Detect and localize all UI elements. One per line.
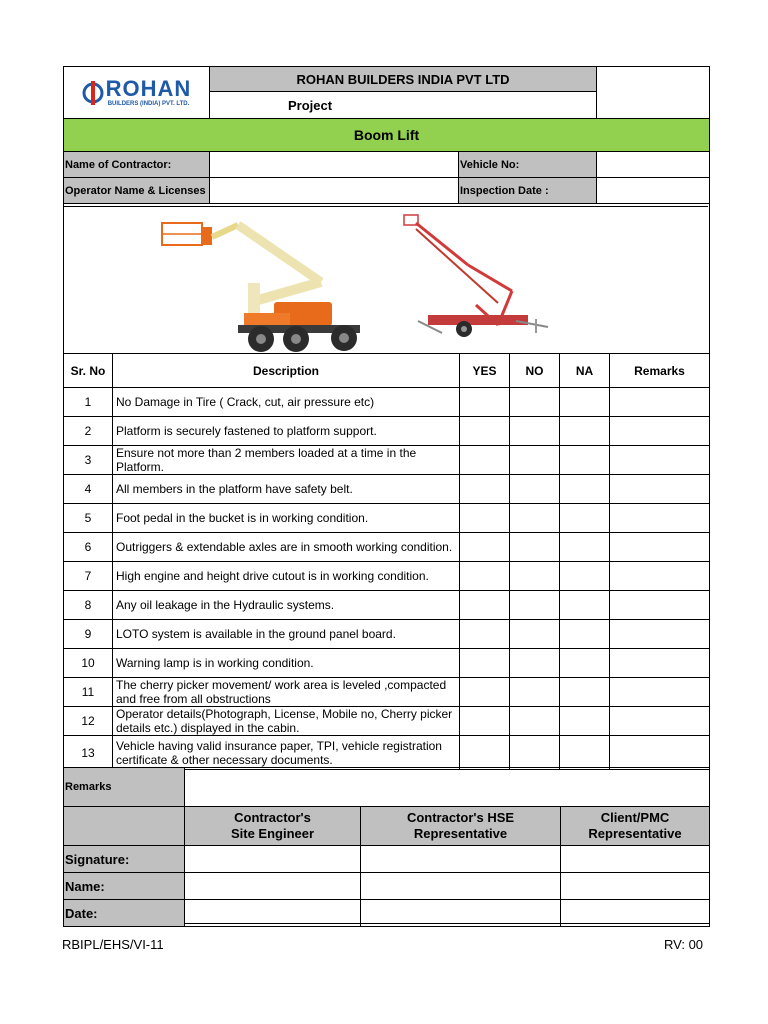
- row-remarks-cell[interactable]: [610, 504, 710, 533]
- row-sr-no: 8: [64, 591, 113, 620]
- row-description: Platform is securely fastened to platform support.: [113, 417, 460, 446]
- table-row: [64, 591, 710, 620]
- col-no: NO: [510, 354, 560, 388]
- date-field[interactable]: [361, 900, 561, 927]
- row-remarks-cell[interactable]: [610, 649, 710, 678]
- row-description: Warning lamp is in working condition.: [113, 649, 460, 678]
- date-label: Date:: [64, 900, 185, 927]
- col-yes: YES: [460, 354, 510, 388]
- table-row: [64, 504, 710, 533]
- remarks-label: Remarks: [64, 768, 185, 807]
- row-description: The cherry picker movement/ work area is leveled ,compacted and free from all obstructions: [113, 678, 460, 707]
- row-na-cell[interactable]: [560, 417, 610, 446]
- client-pmc-header: Client/PMC Representative: [561, 807, 710, 846]
- row-sr-no: 9: [64, 620, 113, 649]
- table-row: [64, 533, 710, 562]
- row-remarks-cell[interactable]: [610, 707, 710, 736]
- row-yes-cell[interactable]: [460, 417, 510, 446]
- row-no-cell[interactable]: [510, 620, 560, 649]
- row-na-cell[interactable]: [560, 475, 610, 504]
- row-description: No Damage in Tire ( Crack, cut, air pressure etc): [113, 388, 460, 417]
- row-no-cell[interactable]: [510, 388, 560, 417]
- row-yes-cell[interactable]: [460, 620, 510, 649]
- checklist-table: [63, 353, 710, 770]
- operator-label: Operator Name & Licenses: [63, 177, 210, 204]
- company-name: ROHAN BUILDERS INDIA PVT LTD: [209, 66, 597, 92]
- logo-subtext: BUILDERS (INDIA) PVT. LTD.: [107, 100, 190, 107]
- table-row: [64, 475, 710, 504]
- row-sr-no: 7: [64, 562, 113, 591]
- row-no-cell[interactable]: [510, 678, 560, 707]
- signature-field[interactable]: [361, 846, 561, 873]
- row-description: Any oil leakage in the Hydraulic systems.: [113, 591, 460, 620]
- trailer-boom-lift-image: [398, 209, 552, 347]
- row-no-cell[interactable]: [510, 533, 560, 562]
- name-label: Name:: [64, 873, 185, 900]
- name-field[interactable]: [361, 873, 561, 900]
- row-sr-no: 11: [64, 678, 113, 707]
- row-sr-no: 1: [64, 388, 113, 417]
- row-yes-cell[interactable]: [460, 446, 510, 475]
- row-na-cell[interactable]: [560, 504, 610, 533]
- row-yes-cell[interactable]: [460, 388, 510, 417]
- row-remarks-cell[interactable]: [610, 678, 710, 707]
- row-yes-cell[interactable]: [460, 475, 510, 504]
- col-na: NA: [560, 354, 610, 388]
- row-no-cell[interactable]: [510, 736, 560, 770]
- row-description: All members in the platform have safety belt.: [113, 475, 460, 504]
- vehicle-label: Vehicle No:: [458, 151, 597, 178]
- table-row: [64, 388, 710, 417]
- name-field[interactable]: [185, 873, 361, 900]
- row-sr-no: 2: [64, 417, 113, 446]
- table-row: [64, 736, 710, 770]
- row-na-cell[interactable]: [560, 678, 610, 707]
- row-yes-cell[interactable]: [460, 562, 510, 591]
- row-na-cell[interactable]: [560, 562, 610, 591]
- inspection-field[interactable]: [596, 177, 710, 204]
- document-code: RBIPL/EHS/VI-11: [62, 937, 164, 952]
- row-na-cell[interactable]: [560, 388, 610, 417]
- row-yes-cell[interactable]: [460, 504, 510, 533]
- table-row: [64, 562, 710, 591]
- row-no-cell[interactable]: [510, 591, 560, 620]
- row-no-cell[interactable]: [510, 562, 560, 591]
- row-remarks-cell[interactable]: [610, 446, 710, 475]
- row-no-cell[interactable]: [510, 446, 560, 475]
- row-yes-cell[interactable]: [460, 678, 510, 707]
- row-na-cell[interactable]: [560, 446, 610, 475]
- row-remarks-cell[interactable]: [610, 736, 710, 770]
- row-yes-cell[interactable]: [460, 533, 510, 562]
- row-description: Outriggers & extendable axles are in smooth working condition.: [113, 533, 460, 562]
- table-row: [64, 707, 710, 736]
- project-label: Project: [209, 91, 597, 119]
- row-yes-cell[interactable]: [460, 707, 510, 736]
- row-no-cell[interactable]: [510, 417, 560, 446]
- row-na-cell[interactable]: [560, 620, 610, 649]
- row-remarks-cell[interactable]: [610, 417, 710, 446]
- row-description: Vehicle having valid insurance paper, TPI, vehicle registration certificate & other necessary documents.: [113, 736, 460, 770]
- row-remarks-cell[interactable]: [610, 591, 710, 620]
- row-remarks-cell[interactable]: [610, 475, 710, 504]
- remarks-field[interactable]: [185, 768, 710, 807]
- operator-field[interactable]: [209, 177, 459, 204]
- hse-representative-header: Contractor's HSE Representative: [361, 807, 561, 846]
- logo-text: ROHAN: [105, 75, 192, 101]
- row-yes-cell[interactable]: [460, 649, 510, 678]
- row-remarks-cell[interactable]: [610, 388, 710, 417]
- row-sr-no: 6: [64, 533, 113, 562]
- row-description: High engine and height drive cutout is in working condition.: [113, 562, 460, 591]
- row-description: Ensure not more than 2 members loaded at a time in the Platform.: [113, 446, 460, 475]
- row-na-cell[interactable]: [560, 707, 610, 736]
- row-sr-no: 4: [64, 475, 113, 504]
- signoff-table: [63, 767, 710, 927]
- signature-field[interactable]: [185, 846, 361, 873]
- row-sr-no: 12: [64, 707, 113, 736]
- table-row: [64, 620, 710, 649]
- signoff-corner: [64, 807, 185, 846]
- table-row: [64, 649, 710, 678]
- table-row: [64, 446, 710, 475]
- row-sr-no: 10: [64, 649, 113, 678]
- date-field[interactable]: [561, 900, 710, 927]
- col-description: Description: [113, 354, 460, 388]
- col-sr-no: Sr. No: [64, 354, 113, 388]
- col-remarks: Remarks: [610, 354, 710, 388]
- row-yes-cell[interactable]: [460, 736, 510, 770]
- company-logo: [82, 75, 192, 108]
- row-sr-no: 5: [64, 504, 113, 533]
- top-right-blank-cell: [596, 66, 710, 119]
- row-description: LOTO system is available in the ground panel board.: [113, 620, 460, 649]
- row-no-cell[interactable]: [510, 707, 560, 736]
- row-no-cell[interactable]: [510, 475, 560, 504]
- contractor-field[interactable]: [209, 151, 459, 178]
- signature-label: Signature:: [64, 846, 185, 873]
- table-row: [64, 417, 710, 446]
- logo-cell: [63, 66, 210, 119]
- row-no-cell[interactable]: [510, 649, 560, 678]
- signature-field[interactable]: [561, 846, 710, 873]
- rohan-logo-icon: [82, 79, 104, 107]
- row-na-cell[interactable]: [560, 649, 610, 678]
- row-remarks-cell[interactable]: [610, 533, 710, 562]
- site-engineer-header: Contractor's Site Engineer: [185, 807, 361, 846]
- date-field[interactable]: [185, 900, 361, 927]
- row-remarks-cell[interactable]: [610, 562, 710, 591]
- row-no-cell[interactable]: [510, 504, 560, 533]
- name-field[interactable]: [561, 873, 710, 900]
- row-na-cell[interactable]: [560, 736, 610, 770]
- table-row: [64, 678, 710, 707]
- articulated-boom-lift-image: [156, 207, 364, 355]
- contractor-label: Name of Contractor:: [63, 151, 210, 178]
- row-sr-no: 13: [64, 736, 113, 770]
- revision-number: RV: 00: [664, 937, 704, 952]
- row-yes-cell[interactable]: [460, 591, 510, 620]
- row-na-cell[interactable]: [560, 591, 610, 620]
- form-title: Boom Lift: [63, 118, 710, 152]
- row-sr-no: 3: [64, 446, 113, 475]
- row-na-cell[interactable]: [560, 533, 610, 562]
- checklist-header-row: [64, 354, 710, 388]
- row-description: Foot pedal in the bucket is in working condition.: [113, 504, 460, 533]
- vehicle-field[interactable]: [596, 151, 710, 178]
- row-description: Operator details(Photograph, License, Mobile no, Cherry picker details etc.) displayed in the cabin.: [113, 707, 460, 736]
- inspection-label: Inspection Date :: [458, 177, 597, 204]
- row-remarks-cell[interactable]: [610, 620, 710, 649]
